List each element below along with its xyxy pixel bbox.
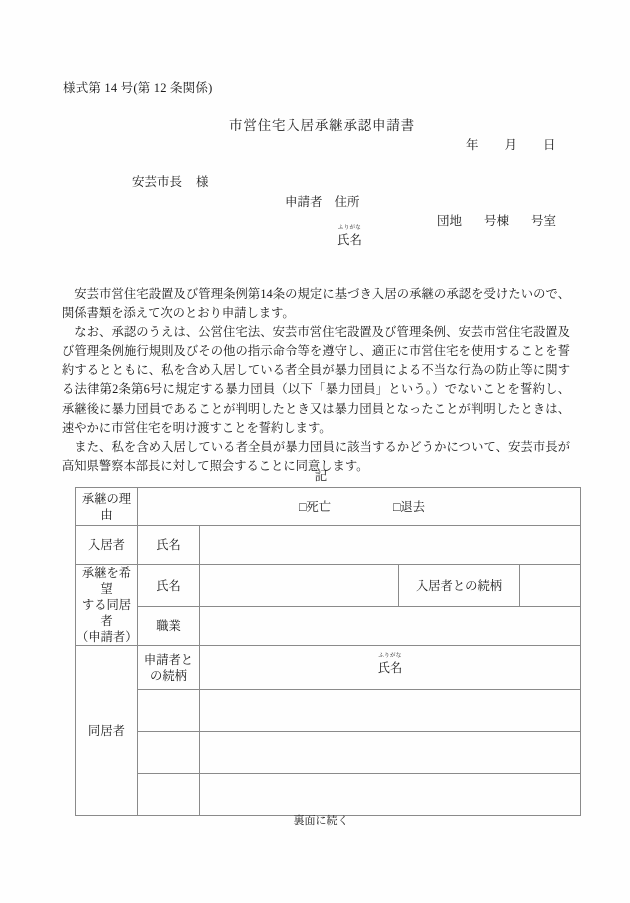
- cohabitant-relation-input-cell[interactable]: [138, 732, 200, 774]
- applicant-label: 申請者: [285, 195, 323, 209]
- checkbox-death[interactable]: □死亡: [298, 499, 331, 514]
- date-year-label: 年: [466, 138, 479, 152]
- reason-label-cell: 承継の理由: [76, 488, 138, 526]
- successor-relation-label-cell: 入居者との続柄: [399, 565, 520, 607]
- table-row-cohabitant-header: [76, 646, 581, 690]
- estate-line: [437, 211, 556, 229]
- page-title: 市営住宅入居承継承認申請書: [229, 118, 415, 133]
- successor-relation-input-cell[interactable]: [520, 565, 581, 607]
- footer-note: 裏面に続く: [293, 815, 349, 827]
- cohabitant-name-furigana: ふりがな: [378, 652, 402, 659]
- applicant-name-ruby-group: [337, 225, 363, 247]
- checkbox-moveout[interactable]: □退去: [393, 499, 426, 514]
- table-row-reason: [76, 488, 581, 526]
- applicant-address-label: 住所: [334, 195, 360, 209]
- building-label: 号棟: [484, 214, 510, 228]
- cohabitant-relation-input-cell[interactable]: [138, 690, 200, 732]
- successor-label-line3: （申請者）: [76, 630, 138, 644]
- addressee-honorific: 様: [196, 175, 209, 189]
- table-row-successor-job: [76, 607, 581, 646]
- successor-job-input-cell[interactable]: [200, 607, 581, 646]
- cohabitant-name-input-cell[interactable]: [200, 774, 581, 816]
- resident-name-input-cell[interactable]: [200, 526, 581, 565]
- cohabitant-relation-label-cell: [138, 646, 200, 690]
- date-month-label: 月: [504, 138, 518, 152]
- cohabitant-name-label: 氏名: [377, 660, 403, 675]
- successor-name-label-cell: 氏名: [138, 565, 200, 607]
- addressee-recipient: 安芸市長: [132, 175, 183, 189]
- body-paragraph-2: なお、承認のうえは、公営住宅法、安芸市営住宅設置及び管理条例、安芸市営住宅設置及び管理条例施行規則及びその他の指示命令等を遵守し、適正に市営住宅を使用することを誓約するとともに、私を含め入居している者全員が暴力団員による不当な行為の防止等に関する法律第2条第6号に規定する暴力団員（以下「暴力団員」という。）でないことを誓約し、承継後に暴力団員であることが判明したとき又は暴力団員となったことが判明したときは、速やかに市営住宅を明け渡すことを誓約します。: [62, 325, 570, 435]
- cohabitant-name-label-cell: [200, 646, 581, 690]
- successor-job-label-cell: 職業: [138, 607, 200, 646]
- table-row-resident: [76, 526, 581, 565]
- table-row-cohabitant-entry: [76, 774, 581, 816]
- body-text: [62, 285, 570, 476]
- estate-label: 団地: [437, 214, 463, 228]
- ki-marker: 記: [314, 469, 328, 483]
- cohabitant-name-ruby-group: [377, 652, 403, 675]
- successor-label-line1: 承継を希望: [81, 566, 132, 596]
- applicant-name-furigana: ふりがな: [337, 225, 362, 231]
- table-row-successor-name: [76, 565, 581, 607]
- table-row-cohabitant-entry: [76, 732, 581, 774]
- date-line: [466, 135, 556, 153]
- cohabitant-relation-input-cell[interactable]: [138, 774, 200, 816]
- resident-label-cell: 入居者: [76, 526, 138, 565]
- applicant-address-line: [285, 192, 360, 210]
- resident-name-label-cell: 氏名: [138, 526, 200, 565]
- successor-label-cell: [76, 565, 138, 646]
- body-paragraph-1: 安芸市営住宅設置及び管理条例第14条の規定に基づき入居の承継の承認を受けたいので、関係書類を添えて次のとおり申請します。: [62, 287, 570, 321]
- date-day-label: 日: [543, 138, 556, 152]
- body-paragraph-3: また、私を含め入居している者全員が暴力団員に該当するかどうかについて、安芸市長が高知県警察本部長に対して照会することに同意します。: [62, 439, 570, 473]
- successor-label-line2: する同居者: [81, 598, 132, 628]
- cohabitant-relation-line2: の続柄: [150, 668, 187, 683]
- applicant-name-label: 氏名: [337, 233, 363, 247]
- cohabitant-name-input-cell[interactable]: [200, 732, 581, 774]
- application-table: [75, 487, 581, 816]
- room-label: 号室: [531, 214, 557, 228]
- reason-options-cell: [138, 488, 581, 526]
- cohabitant-name-input-cell[interactable]: [200, 690, 581, 732]
- table-row-cohabitant-entry: [76, 690, 581, 732]
- applicant-name-line: [337, 225, 363, 248]
- addressee-line: [132, 172, 209, 190]
- cohabitant-relation-line1: 申請者と: [143, 652, 194, 667]
- form-number: 様式第 14 号(第 12 条関係): [63, 81, 213, 95]
- successor-name-input-cell[interactable]: [200, 565, 399, 607]
- cohabitant-label-cell: 同居者: [76, 646, 138, 816]
